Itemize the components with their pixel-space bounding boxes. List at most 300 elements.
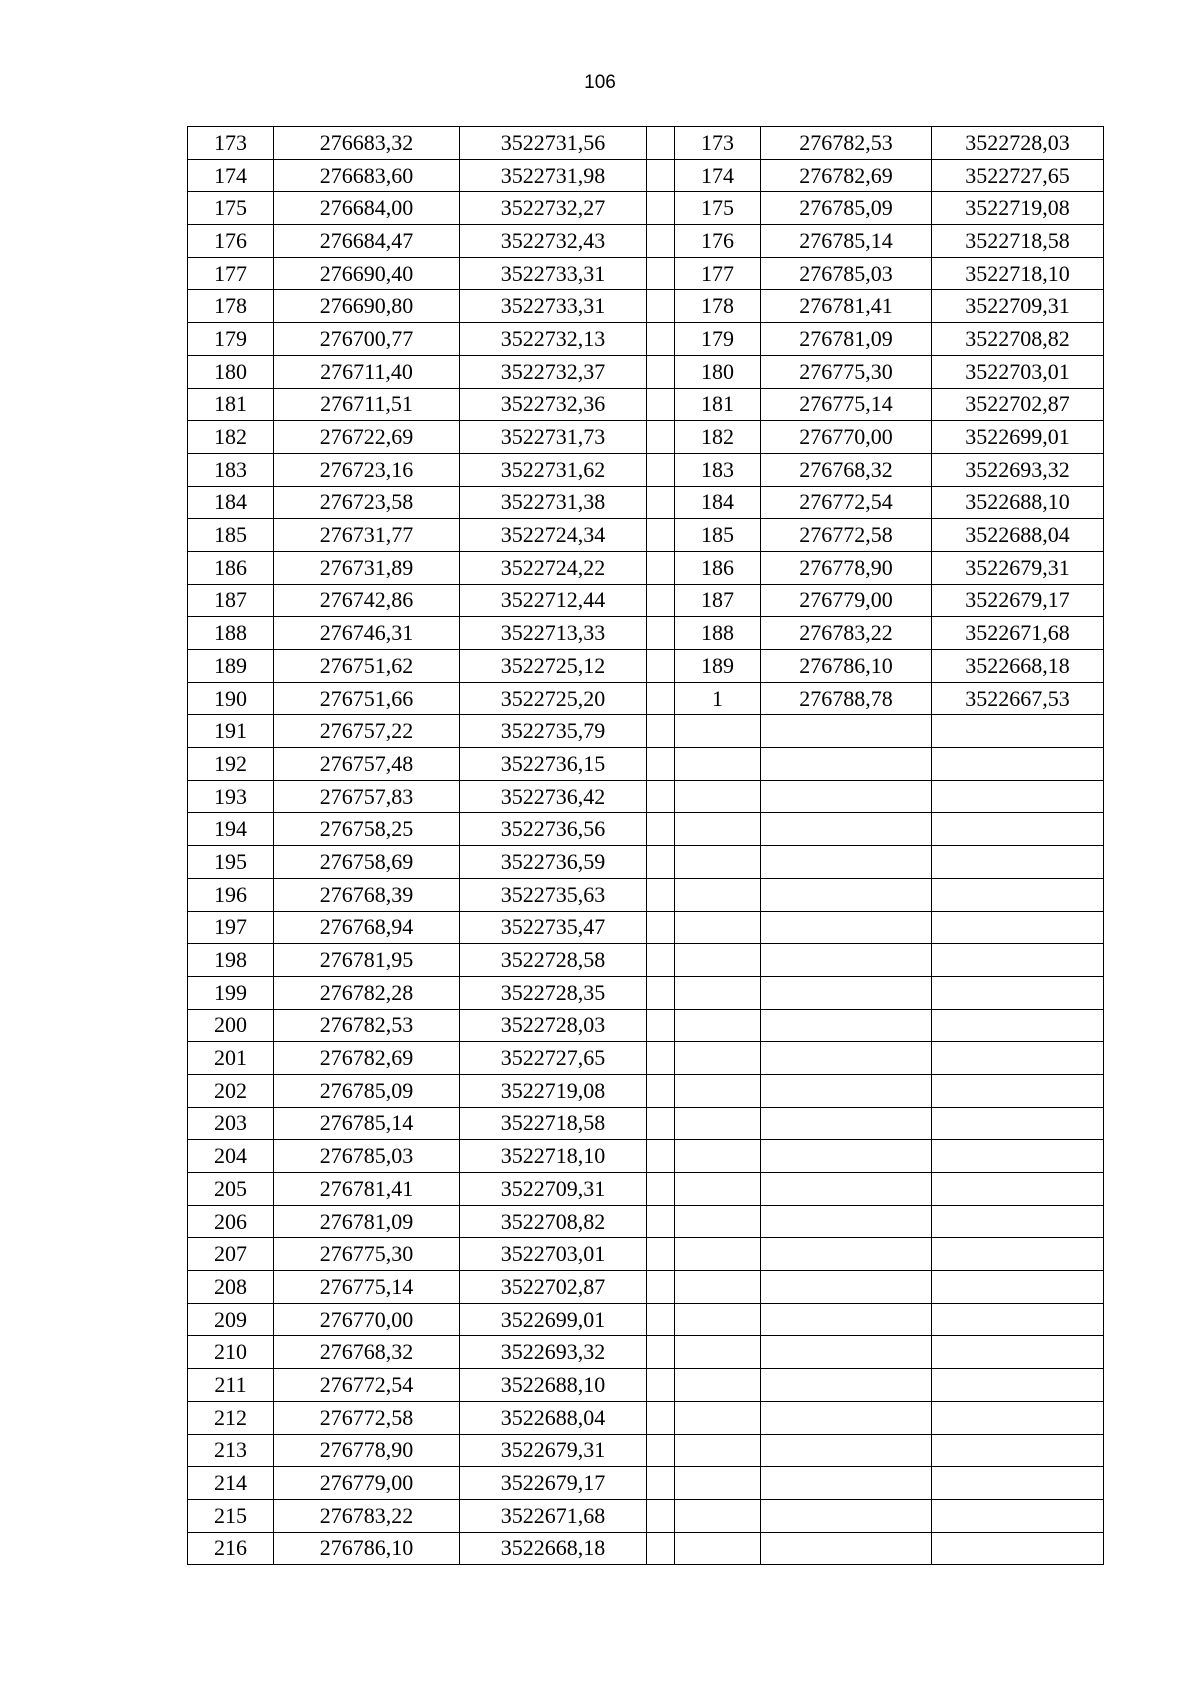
- spacer-cell: [647, 1074, 675, 1107]
- table-row: [188, 584, 1104, 617]
- right-x-coordinate-cell: [761, 976, 932, 1009]
- spacer-cell: [647, 1140, 675, 1173]
- left-y-coordinate-cell: 3522718,58: [460, 1107, 647, 1140]
- right-y-coordinate-cell: 3522718,58: [932, 225, 1104, 258]
- left-y-coordinate-cell: 3522688,10: [460, 1369, 647, 1402]
- spacer-cell: [647, 225, 675, 258]
- spacer-cell: [647, 486, 675, 519]
- left-point-number-cell: 203: [188, 1107, 274, 1140]
- spacer-cell: [647, 780, 675, 813]
- left-y-coordinate-cell: 3522713,33: [460, 617, 647, 650]
- table-row: [188, 290, 1104, 323]
- left-y-coordinate-cell: 3522725,20: [460, 682, 647, 715]
- left-point-number-cell: 195: [188, 846, 274, 879]
- left-point-number-cell: 207: [188, 1238, 274, 1271]
- left-x-coordinate-cell: 276768,94: [274, 911, 460, 944]
- table-row: [188, 1271, 1104, 1304]
- left-y-coordinate-cell: 3522732,13: [460, 323, 647, 356]
- right-point-number-cell: 177: [675, 257, 761, 290]
- left-point-number-cell: 209: [188, 1303, 274, 1336]
- table-row: [188, 1107, 1104, 1140]
- left-y-coordinate-cell: 3522679,17: [460, 1467, 647, 1500]
- left-point-number-cell: 211: [188, 1369, 274, 1402]
- left-y-coordinate-cell: 3522724,34: [460, 519, 647, 552]
- right-point-number-cell: [675, 1107, 761, 1140]
- right-x-coordinate-cell: [761, 1205, 932, 1238]
- left-x-coordinate-cell: 276786,10: [274, 1532, 460, 1565]
- right-y-coordinate-cell: 3522679,17: [932, 584, 1104, 617]
- left-y-coordinate-cell: 3522736,59: [460, 846, 647, 879]
- table-row: [188, 159, 1104, 192]
- right-y-coordinate-cell: [932, 1074, 1104, 1107]
- right-y-coordinate-cell: [932, 1238, 1104, 1271]
- right-y-coordinate-cell: 3522727,65: [932, 159, 1104, 192]
- right-point-number-cell: [675, 1140, 761, 1173]
- left-point-number-cell: 179: [188, 323, 274, 356]
- right-x-coordinate-cell: [761, 1271, 932, 1304]
- left-point-number-cell: 184: [188, 486, 274, 519]
- table-row: [188, 976, 1104, 1009]
- left-y-coordinate-cell: 3522731,56: [460, 127, 647, 160]
- spacer-cell: [647, 453, 675, 486]
- left-point-number-cell: 192: [188, 748, 274, 781]
- right-point-number-cell: 176: [675, 225, 761, 258]
- spacer-cell: [647, 355, 675, 388]
- left-y-coordinate-cell: 3522731,62: [460, 453, 647, 486]
- right-y-coordinate-cell: [932, 878, 1104, 911]
- left-y-coordinate-cell: 3522735,79: [460, 715, 647, 748]
- table-row: [188, 878, 1104, 911]
- right-y-coordinate-cell: [932, 911, 1104, 944]
- table-row: [188, 1238, 1104, 1271]
- left-x-coordinate-cell: 276723,58: [274, 486, 460, 519]
- right-x-coordinate-cell: 276783,22: [761, 617, 932, 650]
- right-point-number-cell: [675, 1336, 761, 1369]
- left-point-number-cell: 190: [188, 682, 274, 715]
- spacer-cell: [647, 421, 675, 454]
- table-row: [188, 355, 1104, 388]
- spacer-cell: [647, 1369, 675, 1402]
- left-point-number-cell: 174: [188, 159, 274, 192]
- table-row: [188, 453, 1104, 486]
- right-y-coordinate-cell: [932, 1271, 1104, 1304]
- left-x-coordinate-cell: 276779,00: [274, 1467, 460, 1500]
- left-y-coordinate-cell: 3522671,68: [460, 1499, 647, 1532]
- right-y-coordinate-cell: [932, 813, 1104, 846]
- right-y-coordinate-cell: 3522693,32: [932, 453, 1104, 486]
- right-x-coordinate-cell: 276772,54: [761, 486, 932, 519]
- left-x-coordinate-cell: 276690,40: [274, 257, 460, 290]
- left-x-coordinate-cell: 276781,95: [274, 944, 460, 977]
- spacer-cell: [647, 748, 675, 781]
- left-y-coordinate-cell: 3522733,31: [460, 290, 647, 323]
- right-point-number-cell: [675, 944, 761, 977]
- spacer-cell: [647, 1499, 675, 1532]
- left-point-number-cell: 199: [188, 976, 274, 1009]
- left-x-coordinate-cell: 276782,53: [274, 1009, 460, 1042]
- left-point-number-cell: 208: [188, 1271, 274, 1304]
- right-point-number-cell: 184: [675, 486, 761, 519]
- left-point-number-cell: 186: [188, 551, 274, 584]
- table-row: [188, 1499, 1104, 1532]
- right-y-coordinate-cell: 3522679,31: [932, 551, 1104, 584]
- table-row: [188, 780, 1104, 813]
- right-point-number-cell: 173: [675, 127, 761, 160]
- right-x-coordinate-cell: [761, 1140, 932, 1173]
- spacer-cell: [647, 846, 675, 879]
- spacer-cell: [647, 650, 675, 683]
- right-y-coordinate-cell: 3522718,10: [932, 257, 1104, 290]
- right-x-coordinate-cell: [761, 1107, 932, 1140]
- table-row: [188, 257, 1104, 290]
- spacer-cell: [647, 1205, 675, 1238]
- right-y-coordinate-cell: [932, 1205, 1104, 1238]
- spacer-cell: [647, 911, 675, 944]
- table-row: [188, 1074, 1104, 1107]
- coordinates-table: [187, 126, 1104, 1565]
- left-y-coordinate-cell: 3522731,73: [460, 421, 647, 454]
- left-x-coordinate-cell: 276781,41: [274, 1173, 460, 1206]
- right-point-number-cell: [675, 780, 761, 813]
- right-point-number-cell: [675, 911, 761, 944]
- right-y-coordinate-cell: [932, 748, 1104, 781]
- right-y-coordinate-cell: 3522702,87: [932, 388, 1104, 421]
- right-x-coordinate-cell: [761, 911, 932, 944]
- left-y-coordinate-cell: 3522736,56: [460, 813, 647, 846]
- spacer-cell: [647, 519, 675, 552]
- left-y-coordinate-cell: 3522735,47: [460, 911, 647, 944]
- left-point-number-cell: 177: [188, 257, 274, 290]
- right-x-coordinate-cell: [761, 1238, 932, 1271]
- right-point-number-cell: [675, 1499, 761, 1532]
- table-row: [188, 944, 1104, 977]
- left-y-coordinate-cell: 3522727,65: [460, 1042, 647, 1075]
- left-point-number-cell: 214: [188, 1467, 274, 1500]
- table-row: [188, 682, 1104, 715]
- left-x-coordinate-cell: 276772,54: [274, 1369, 460, 1402]
- table-row: [188, 388, 1104, 421]
- right-x-coordinate-cell: [761, 944, 932, 977]
- left-x-coordinate-cell: 276757,22: [274, 715, 460, 748]
- left-y-coordinate-cell: 3522725,12: [460, 650, 647, 683]
- right-y-coordinate-cell: 3522719,08: [932, 192, 1104, 225]
- right-y-coordinate-cell: 3522708,82: [932, 323, 1104, 356]
- right-point-number-cell: [675, 1369, 761, 1402]
- table-row: [188, 127, 1104, 160]
- right-point-number-cell: [675, 1434, 761, 1467]
- spacer-cell: [647, 944, 675, 977]
- right-point-number-cell: [675, 1074, 761, 1107]
- left-point-number-cell: 210: [188, 1336, 274, 1369]
- table-row: [188, 1009, 1104, 1042]
- right-point-number-cell: 179: [675, 323, 761, 356]
- right-y-coordinate-cell: 3522688,04: [932, 519, 1104, 552]
- right-x-coordinate-cell: [761, 1009, 932, 1042]
- table-row: [188, 323, 1104, 356]
- right-x-coordinate-cell: [761, 1467, 932, 1500]
- left-y-coordinate-cell: 3522668,18: [460, 1532, 647, 1565]
- table-row: [188, 1140, 1104, 1173]
- right-x-coordinate-cell: 276775,14: [761, 388, 932, 421]
- right-x-coordinate-cell: [761, 1074, 932, 1107]
- right-x-coordinate-cell: 276781,41: [761, 290, 932, 323]
- left-point-number-cell: 183: [188, 453, 274, 486]
- right-y-coordinate-cell: [932, 944, 1104, 977]
- left-x-coordinate-cell: 276711,40: [274, 355, 460, 388]
- spacer-cell: [647, 159, 675, 192]
- left-x-coordinate-cell: 276700,77: [274, 323, 460, 356]
- spacer-cell: [647, 1042, 675, 1075]
- page-number: 106: [584, 72, 616, 93]
- right-x-coordinate-cell: [761, 780, 932, 813]
- table-row: [188, 813, 1104, 846]
- right-x-coordinate-cell: 276785,14: [761, 225, 932, 258]
- right-point-number-cell: 180: [675, 355, 761, 388]
- right-point-number-cell: 187: [675, 584, 761, 617]
- right-x-coordinate-cell: 276785,03: [761, 257, 932, 290]
- spacer-cell: [647, 323, 675, 356]
- right-y-coordinate-cell: 3522688,10: [932, 486, 1104, 519]
- left-point-number-cell: 182: [188, 421, 274, 454]
- left-y-coordinate-cell: 3522693,32: [460, 1336, 647, 1369]
- right-x-coordinate-cell: 276779,00: [761, 584, 932, 617]
- left-x-coordinate-cell: 276781,09: [274, 1205, 460, 1238]
- spacer-cell: [647, 1271, 675, 1304]
- left-x-coordinate-cell: 276742,86: [274, 584, 460, 617]
- left-x-coordinate-cell: 276782,69: [274, 1042, 460, 1075]
- right-point-number-cell: 174: [675, 159, 761, 192]
- left-y-coordinate-cell: 3522702,87: [460, 1271, 647, 1304]
- left-point-number-cell: 175: [188, 192, 274, 225]
- left-point-number-cell: 181: [188, 388, 274, 421]
- right-y-coordinate-cell: [932, 1303, 1104, 1336]
- right-y-coordinate-cell: [932, 1434, 1104, 1467]
- right-y-coordinate-cell: [932, 1532, 1104, 1565]
- right-x-coordinate-cell: 276772,58: [761, 519, 932, 552]
- spacer-cell: [647, 1238, 675, 1271]
- table-row: [188, 421, 1104, 454]
- right-x-coordinate-cell: 276778,90: [761, 551, 932, 584]
- left-point-number-cell: 216: [188, 1532, 274, 1565]
- right-y-coordinate-cell: [932, 1042, 1104, 1075]
- right-x-coordinate-cell: [761, 1336, 932, 1369]
- right-point-number-cell: 183: [675, 453, 761, 486]
- table-row: [188, 1434, 1104, 1467]
- left-y-coordinate-cell: 3522688,04: [460, 1401, 647, 1434]
- table-row: [188, 911, 1104, 944]
- left-y-coordinate-cell: 3522732,36: [460, 388, 647, 421]
- table-row: [188, 650, 1104, 683]
- left-y-coordinate-cell: 3522731,98: [460, 159, 647, 192]
- table-row: [188, 1336, 1104, 1369]
- left-x-coordinate-cell: 276783,22: [274, 1499, 460, 1532]
- left-y-coordinate-cell: 3522728,35: [460, 976, 647, 1009]
- left-y-coordinate-cell: 3522736,42: [460, 780, 647, 813]
- table-row: [188, 486, 1104, 519]
- right-point-number-cell: 175: [675, 192, 761, 225]
- right-x-coordinate-cell: 276786,10: [761, 650, 932, 683]
- right-y-coordinate-cell: [932, 1401, 1104, 1434]
- spacer-cell: [647, 257, 675, 290]
- left-y-coordinate-cell: 3522735,63: [460, 878, 647, 911]
- left-y-coordinate-cell: 3522708,82: [460, 1205, 647, 1238]
- table-row: [188, 225, 1104, 258]
- table-row: [188, 846, 1104, 879]
- left-y-coordinate-cell: 3522731,38: [460, 486, 647, 519]
- left-point-number-cell: 212: [188, 1401, 274, 1434]
- left-x-coordinate-cell: 276711,51: [274, 388, 460, 421]
- right-y-coordinate-cell: 3522668,18: [932, 650, 1104, 683]
- left-x-coordinate-cell: 276683,60: [274, 159, 460, 192]
- table-row: [188, 748, 1104, 781]
- right-y-coordinate-cell: 3522699,01: [932, 421, 1104, 454]
- right-x-coordinate-cell: 276782,53: [761, 127, 932, 160]
- right-y-coordinate-cell: [932, 1499, 1104, 1532]
- left-x-coordinate-cell: 276768,39: [274, 878, 460, 911]
- spacer-cell: [647, 715, 675, 748]
- right-point-number-cell: 188: [675, 617, 761, 650]
- spacer-cell: [647, 290, 675, 323]
- right-y-coordinate-cell: [932, 1173, 1104, 1206]
- right-y-coordinate-cell: 3522667,53: [932, 682, 1104, 715]
- right-y-coordinate-cell: [932, 1336, 1104, 1369]
- left-x-coordinate-cell: 276684,47: [274, 225, 460, 258]
- right-point-number-cell: [675, 1467, 761, 1500]
- right-y-coordinate-cell: [932, 1009, 1104, 1042]
- left-y-coordinate-cell: 3522733,31: [460, 257, 647, 290]
- table-row: [188, 1303, 1104, 1336]
- right-y-coordinate-cell: 3522671,68: [932, 617, 1104, 650]
- spacer-cell: [647, 1303, 675, 1336]
- spacer-cell: [647, 192, 675, 225]
- left-x-coordinate-cell: 276770,00: [274, 1303, 460, 1336]
- left-x-coordinate-cell: 276757,48: [274, 748, 460, 781]
- left-point-number-cell: 215: [188, 1499, 274, 1532]
- right-point-number-cell: [675, 1271, 761, 1304]
- spacer-cell: [647, 976, 675, 1009]
- right-point-number-cell: 181: [675, 388, 761, 421]
- table-row: [188, 1173, 1104, 1206]
- spacer-cell: [647, 682, 675, 715]
- left-point-number-cell: 180: [188, 355, 274, 388]
- right-point-number-cell: [675, 846, 761, 879]
- table-row: [188, 192, 1104, 225]
- left-point-number-cell: 213: [188, 1434, 274, 1467]
- left-point-number-cell: 194: [188, 813, 274, 846]
- left-point-number-cell: 197: [188, 911, 274, 944]
- right-point-number-cell: [675, 976, 761, 1009]
- spacer-cell: [647, 551, 675, 584]
- table-row: [188, 1532, 1104, 1565]
- left-x-coordinate-cell: 276731,77: [274, 519, 460, 552]
- right-x-coordinate-cell: 276770,00: [761, 421, 932, 454]
- right-y-coordinate-cell: [932, 846, 1104, 879]
- right-x-coordinate-cell: 276785,09: [761, 192, 932, 225]
- left-point-number-cell: 188: [188, 617, 274, 650]
- spacer-cell: [647, 1336, 675, 1369]
- left-point-number-cell: 176: [188, 225, 274, 258]
- right-point-number-cell: [675, 1009, 761, 1042]
- right-x-coordinate-cell: [761, 1434, 932, 1467]
- left-x-coordinate-cell: 276722,69: [274, 421, 460, 454]
- right-point-number-cell: 189: [675, 650, 761, 683]
- left-x-coordinate-cell: 276758,69: [274, 846, 460, 879]
- table-row: [188, 1369, 1104, 1402]
- left-point-number-cell: 189: [188, 650, 274, 683]
- right-x-coordinate-cell: 276781,09: [761, 323, 932, 356]
- spacer-cell: [647, 813, 675, 846]
- right-point-number-cell: [675, 1173, 761, 1206]
- spacer-cell: [647, 1434, 675, 1467]
- right-x-coordinate-cell: [761, 1173, 932, 1206]
- left-y-coordinate-cell: 3522719,08: [460, 1074, 647, 1107]
- spacer-cell: [647, 1173, 675, 1206]
- left-x-coordinate-cell: 276746,31: [274, 617, 460, 650]
- table-row: [188, 1205, 1104, 1238]
- table-row: [188, 1401, 1104, 1434]
- spacer-cell: [647, 617, 675, 650]
- right-x-coordinate-cell: 276768,32: [761, 453, 932, 486]
- left-x-coordinate-cell: 276785,14: [274, 1107, 460, 1140]
- left-x-coordinate-cell: 276768,32: [274, 1336, 460, 1369]
- coordinates-table-body: [188, 127, 1104, 1565]
- right-point-number-cell: [675, 1303, 761, 1336]
- left-y-coordinate-cell: 3522724,22: [460, 551, 647, 584]
- left-x-coordinate-cell: 276758,25: [274, 813, 460, 846]
- left-point-number-cell: 185: [188, 519, 274, 552]
- spacer-cell: [647, 127, 675, 160]
- right-y-coordinate-cell: [932, 1107, 1104, 1140]
- left-point-number-cell: 178: [188, 290, 274, 323]
- table-row: [188, 551, 1104, 584]
- left-x-coordinate-cell: 276684,00: [274, 192, 460, 225]
- spacer-cell: [647, 1009, 675, 1042]
- table-row: [188, 1042, 1104, 1075]
- right-x-coordinate-cell: [761, 1042, 932, 1075]
- left-point-number-cell: 187: [188, 584, 274, 617]
- left-x-coordinate-cell: 276690,80: [274, 290, 460, 323]
- left-y-coordinate-cell: 3522732,43: [460, 225, 647, 258]
- left-point-number-cell: 191: [188, 715, 274, 748]
- right-point-number-cell: [675, 748, 761, 781]
- left-point-number-cell: 200: [188, 1009, 274, 1042]
- spacer-cell: [647, 1532, 675, 1565]
- right-x-coordinate-cell: [761, 1401, 932, 1434]
- left-x-coordinate-cell: 276757,83: [274, 780, 460, 813]
- spacer-cell: [647, 1401, 675, 1434]
- right-y-coordinate-cell: [932, 780, 1104, 813]
- left-point-number-cell: 198: [188, 944, 274, 977]
- left-x-coordinate-cell: 276731,89: [274, 551, 460, 584]
- right-point-number-cell: 1: [675, 682, 761, 715]
- right-y-coordinate-cell: [932, 976, 1104, 1009]
- right-point-number-cell: [675, 1401, 761, 1434]
- left-x-coordinate-cell: 276778,90: [274, 1434, 460, 1467]
- left-y-coordinate-cell: 3522709,31: [460, 1173, 647, 1206]
- right-point-number-cell: [675, 715, 761, 748]
- right-point-number-cell: 185: [675, 519, 761, 552]
- left-x-coordinate-cell: 276785,09: [274, 1074, 460, 1107]
- left-x-coordinate-cell: 276782,28: [274, 976, 460, 1009]
- right-y-coordinate-cell: 3522728,03: [932, 127, 1104, 160]
- left-point-number-cell: 204: [188, 1140, 274, 1173]
- left-point-number-cell: 206: [188, 1205, 274, 1238]
- left-y-coordinate-cell: 3522703,01: [460, 1238, 647, 1271]
- table-row: [188, 519, 1104, 552]
- right-x-coordinate-cell: [761, 846, 932, 879]
- right-x-coordinate-cell: [761, 715, 932, 748]
- right-x-coordinate-cell: [761, 813, 932, 846]
